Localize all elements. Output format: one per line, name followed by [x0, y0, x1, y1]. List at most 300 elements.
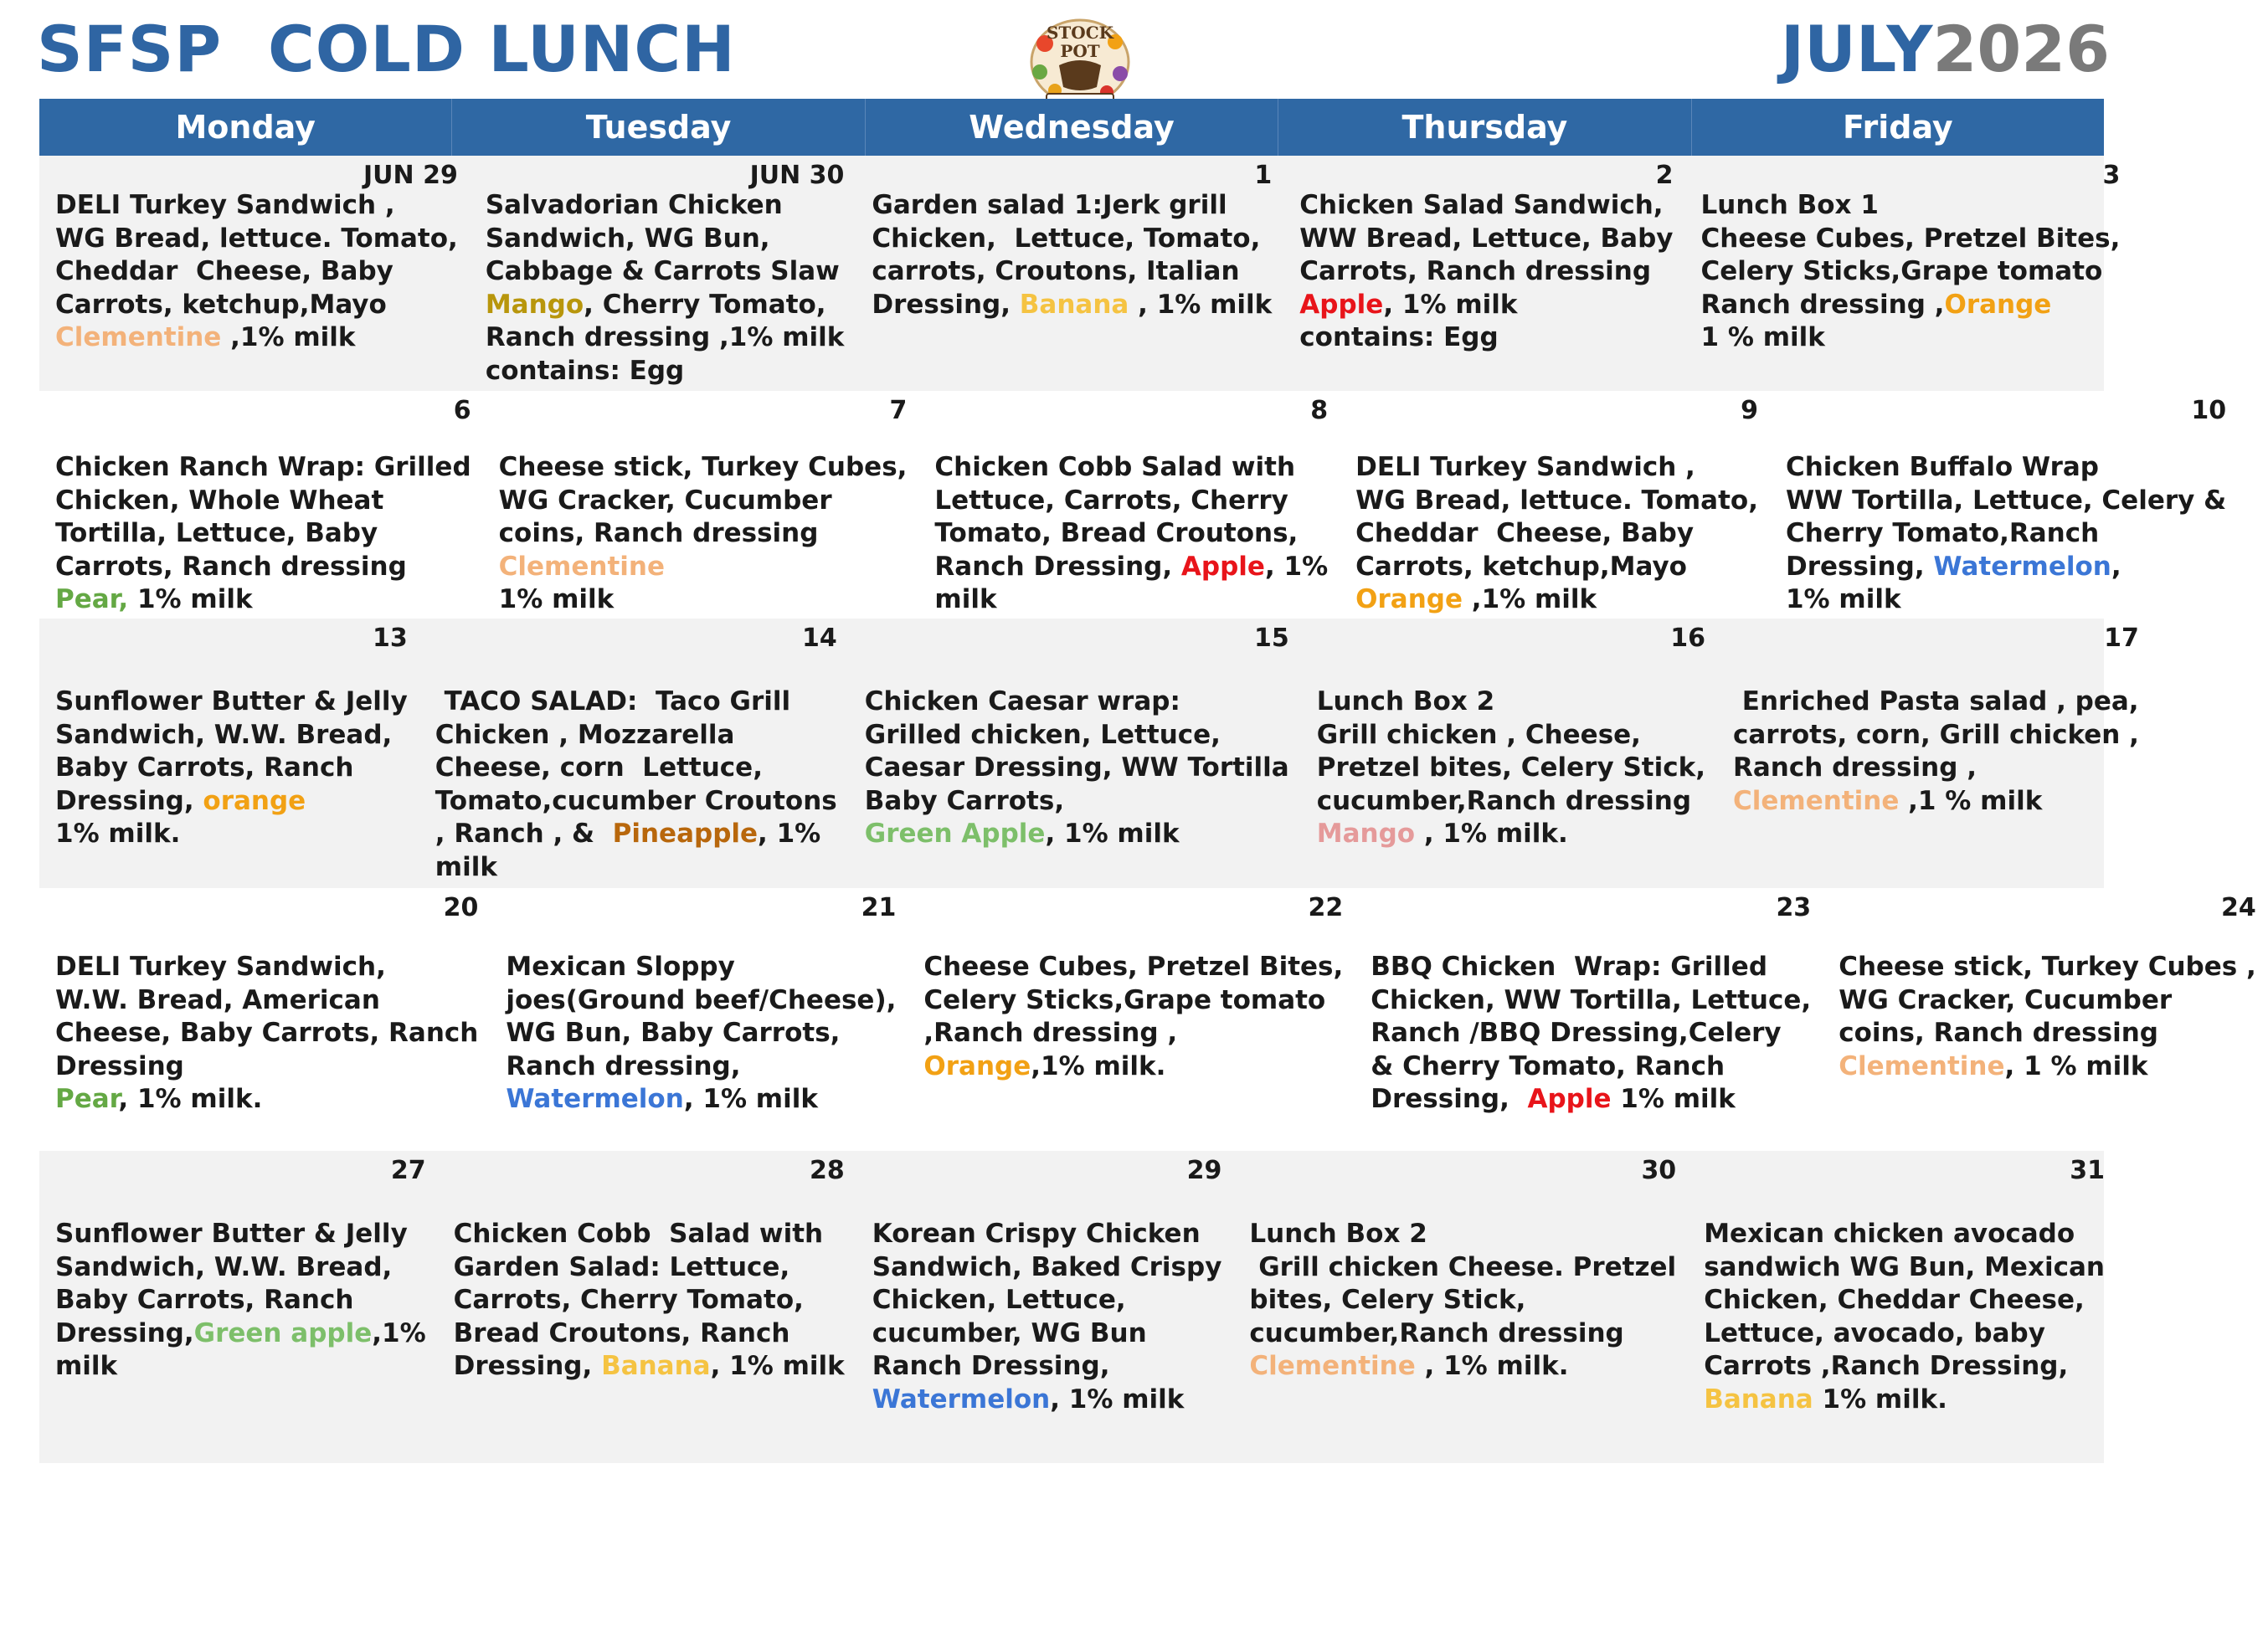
menu-line: [55, 289, 458, 322]
menu-line: [1317, 752, 1705, 785]
menu-text: Lunch Box 1: [1700, 190, 1879, 220]
fruit-item: Pear: [55, 1084, 119, 1114]
menu-line: [55, 818, 408, 851]
menu-line: [454, 1284, 845, 1317]
menu-text: ,1% milk: [1463, 584, 1597, 614]
menu-line: [454, 1218, 845, 1251]
day-date: 30: [1641, 1156, 1677, 1185]
menu-line: [55, 1083, 478, 1117]
menu-line: [55, 485, 471, 518]
menu-line: [1786, 517, 2226, 551]
fruit-item: Banana: [1704, 1384, 1813, 1415]
menu-line: [1704, 1384, 2105, 1417]
day-cell: [39, 156, 470, 391]
menu-line: [486, 223, 845, 256]
day-menu: [1701, 156, 2121, 355]
menu-line: [872, 255, 1272, 289]
menu-text: Mexican Sloppy: [506, 952, 735, 982]
day-cell: [1233, 1151, 1688, 1463]
menu-text: Chicken Ranch Wrap: Grilled: [55, 452, 471, 482]
menu-line: [454, 1350, 845, 1384]
menu-line: [486, 255, 845, 289]
day-cell: [470, 156, 856, 391]
day-cell: [1283, 156, 1684, 391]
menu-line: [1733, 785, 2139, 819]
menu-text: , 1 % milk: [2004, 1050, 2148, 1081]
day-cell: [1685, 156, 2132, 391]
menu-line: [506, 1083, 896, 1117]
menu-text: Ranch dressing ,: [1733, 752, 1977, 783]
menu-line: [486, 321, 845, 355]
menu-text: Cheese stick, Turkey Cubes,: [498, 452, 908, 482]
menu-text: Baby Carrots, Ranch: [55, 1285, 354, 1315]
menu-line: [1786, 485, 2226, 518]
menu-line: [499, 485, 908, 518]
menu-text: Celery Sticks,Grape tomato: [1700, 256, 2103, 286]
menu-text: Cheese Cubes, Pretzel Bites,: [1700, 223, 2121, 254]
menu-text: Ranch dressing ,: [1700, 289, 1945, 320]
menu-line: [55, 189, 458, 223]
menu-text: Dressing,: [872, 289, 1020, 320]
menu-text: Cheddar Cheese, Baby: [1355, 518, 1695, 548]
day-date: 22: [1308, 893, 1344, 922]
menu-line: [1786, 583, 2226, 617]
menu-text: Baby Carrots, Ranch: [55, 752, 354, 783]
day-date: 27: [390, 1156, 426, 1185]
fruit-item: Green apple: [193, 1317, 373, 1348]
day-date: JUN 30: [749, 161, 845, 190]
menu-line: [454, 1251, 845, 1285]
day-date: 9: [1741, 396, 1758, 425]
menu-text: Sunflower Butter & Jelly: [55, 686, 408, 716]
day-menu: [486, 156, 845, 388]
menu-line: [872, 1284, 1222, 1317]
menu-line: [454, 1317, 845, 1351]
day-cell: [1823, 888, 2268, 1151]
calendar-week: [39, 1151, 2104, 1463]
menu-line: [55, 785, 408, 819]
day-menu: [55, 888, 478, 1117]
calendar-week: [39, 391, 2227, 619]
menu-line: [55, 223, 458, 256]
menu-text: 1% milk: [1611, 1084, 1736, 1114]
menu-text: coins, Ranch dressing: [1839, 1018, 2158, 1048]
menu-text: Cabbage & Carrots Slaw: [485, 256, 840, 286]
day-date: 6: [453, 396, 471, 425]
menu-line: [55, 255, 458, 289]
day-date: 29: [1186, 1156, 1222, 1185]
day-cell: [1717, 619, 2151, 888]
day-menu: [55, 619, 408, 851]
menu-text: Chicken Buffalo Wrap: [1785, 452, 2099, 482]
menu-line: [934, 485, 1328, 518]
menu-line: [1704, 1350, 2105, 1384]
day-menu: [1371, 888, 1811, 1117]
menu-line: [1249, 1350, 1676, 1384]
menu-line: [1839, 1017, 2256, 1050]
menu-text: Ranch /BBQ Dressing,Celery: [1371, 1018, 1782, 1048]
menu-line: [872, 1218, 1222, 1251]
menu-text: Sandwich, W.W. Bread,: [55, 719, 393, 750]
menu-line: [872, 1317, 1222, 1351]
menu-text: Caesar Dressing, WW Tortilla: [864, 752, 1289, 783]
menu-text: cucumber, WG Bun: [872, 1317, 1147, 1348]
weekday-thursday: Thursday: [1278, 99, 1691, 156]
menu-line: [55, 517, 471, 551]
day-menu: [872, 1151, 1222, 1416]
menu-line: [55, 685, 408, 719]
menu-text: , 1% milk.: [1415, 1351, 1569, 1381]
menu-text: Salvadorian Chicken: [485, 190, 783, 220]
fruit-item: orange: [203, 785, 306, 816]
menu-line: [55, 1050, 478, 1084]
day-cell: [490, 888, 908, 1151]
menu-line: [1704, 1218, 2105, 1251]
day-menu: [1249, 1151, 1676, 1384]
menu-text: Chicken, Lettuce, Tomato,: [872, 223, 1261, 254]
menu-text: , 1% milk: [1383, 289, 1518, 320]
menu-line: [1317, 785, 1705, 819]
menu-line: [1249, 1251, 1676, 1285]
day-cell: [419, 619, 849, 888]
menu-line: [934, 451, 1328, 485]
menu-line: [55, 451, 471, 485]
svg-text:POT: POT: [1060, 41, 1100, 61]
menu-line: [55, 321, 458, 355]
day-menu: [1733, 619, 2139, 818]
menu-line: [55, 719, 408, 752]
menu-text: WG Bread, lettuce. Tomato,: [1355, 485, 1758, 516]
menu-line: [865, 818, 1289, 851]
menu-text: contains: Egg: [1299, 322, 1499, 352]
fruit-item: Watermelon: [1933, 551, 2111, 582]
menu-line: [499, 517, 908, 551]
menu-text: , 1% milk.: [118, 1084, 263, 1114]
menu-text: ,: [2111, 551, 2121, 582]
menu-line: [1355, 485, 1758, 518]
menu-line: [506, 1017, 896, 1050]
menu-text: BBQ Chicken Wrap: Grilled: [1371, 952, 1768, 982]
menu-text: Grill chicken , Cheese,: [1316, 719, 1641, 750]
menu-text: Dressing,: [1371, 1084, 1528, 1114]
menu-line: [435, 818, 837, 851]
menu-line: [499, 583, 908, 617]
menu-line: [1299, 223, 1673, 256]
menu-text: , 1% milk: [683, 1084, 818, 1114]
menu-line: [1317, 685, 1705, 719]
menu-line: [55, 1284, 426, 1317]
menu-text: Sandwich, WG Bun,: [485, 223, 770, 254]
month-year-title: [1781, 12, 2110, 86]
day-date: 8: [1310, 396, 1329, 425]
menu-line: [923, 1050, 1343, 1084]
menu-line: [1355, 517, 1758, 551]
menu-line: [486, 355, 845, 388]
menu-text: Carrots ,Ranch Dressing,: [1704, 1351, 2069, 1381]
menu-text: Cheese Cubes, Pretzel Bites,: [923, 952, 1344, 982]
menu-text: milk: [435, 851, 497, 882]
day-menu: [454, 1151, 845, 1384]
day-cell: [908, 888, 1355, 1151]
menu-text: Tomato,cucumber Croutons: [435, 785, 837, 816]
day-cell: [1355, 888, 1823, 1151]
svg-text:STOCK: STOCK: [1046, 23, 1114, 43]
menu-text: Enriched Pasta salad , pea,: [1733, 686, 2139, 716]
day-date: 1: [1254, 161, 1273, 190]
menu-line: [1704, 1317, 2105, 1351]
day-cell: [39, 619, 419, 888]
day-date: 13: [373, 624, 408, 653]
menu-text: contains: Egg: [485, 355, 685, 386]
menu-text: Sunflower Butter & Jelly: [55, 1219, 408, 1249]
menu-text: , 1%: [1264, 551, 1329, 582]
fruit-item: Clementine: [1839, 1050, 2005, 1081]
menu-text: Carrots, ketchup,Mayo: [55, 289, 387, 320]
menu-text: , 1% milk: [1050, 1384, 1185, 1415]
menu-text: , 1% milk.: [1415, 819, 1568, 849]
menu-line: [865, 685, 1289, 719]
menu-line: [1371, 1050, 1811, 1084]
menu-text: Mexican chicken avocado: [1704, 1219, 2075, 1249]
menu-text: Dressing,: [55, 785, 203, 816]
month-label: JULY: [1780, 12, 1933, 86]
day-cell: [849, 619, 1301, 888]
day-menu: [923, 888, 1343, 1083]
day-date: 24: [2221, 893, 2256, 922]
fruit-item: Clementine: [55, 322, 222, 352]
menu-text: Chicken, Whole Wheat: [55, 485, 384, 516]
menu-text: sandwich WG Bun, Mexican: [1704, 1251, 2105, 1282]
day-date: 17: [2104, 624, 2139, 653]
menu-line: [872, 289, 1272, 322]
menu-line: [872, 1384, 1222, 1417]
menu-line: [1249, 1218, 1676, 1251]
menu-text: Tomato, Bread Croutons,: [934, 518, 1299, 548]
fruit-item: Orange: [923, 1050, 1031, 1081]
day-date: 31: [2070, 1156, 2105, 1185]
menu-line: [1839, 951, 2256, 984]
fruit-item: Orange: [1944, 289, 2052, 320]
menu-text: Chicken Caesar wrap:: [864, 686, 1180, 716]
menu-text: Lettuce, avocado, baby: [1704, 1317, 2045, 1348]
menu-text: , 1% milk: [1045, 819, 1180, 849]
menu-line: [55, 1017, 478, 1050]
menu-text: 1% milk: [128, 584, 253, 614]
menu-line: [435, 719, 837, 752]
menu-text: Chicken , Mozzarella: [435, 719, 735, 750]
menu-line: [499, 451, 908, 485]
menu-text: Chicken Salad Sandwich,: [1299, 190, 1664, 220]
menu-text: ,1 % milk: [1899, 785, 2043, 816]
menu-text: , 1% milk: [710, 1351, 845, 1381]
menu-line: [1701, 223, 2121, 256]
menu-text: Bread Croutons, Ranch: [453, 1317, 790, 1348]
menu-text: Sandwich, W.W. Bread,: [55, 1251, 393, 1282]
day-date: 7: [889, 396, 908, 425]
day-date: JUN 29: [363, 161, 458, 190]
menu-text: Garden salad 1:Jerk grill: [872, 190, 1227, 220]
fruit-item: Pear,: [55, 584, 129, 614]
menu-line: [923, 951, 1343, 984]
menu-text: ,1% milk.: [1031, 1050, 1166, 1081]
menu-line: [435, 785, 837, 819]
menu-text: cucumber,Ranch dressing: [1316, 785, 1692, 816]
menu-line: [865, 719, 1289, 752]
menu-line: [934, 551, 1328, 584]
menu-line: [1355, 551, 1758, 584]
day-menu: [499, 391, 908, 617]
menu-text: 1% milk: [498, 584, 615, 614]
menu-text: , 1% milk: [1129, 289, 1273, 320]
menu-line: [55, 583, 471, 617]
menu-line: [1786, 451, 2226, 485]
menu-line: [1371, 1017, 1811, 1050]
menu-line: [1371, 951, 1811, 984]
fruit-item: Watermelon: [872, 1384, 1051, 1415]
menu-text: WG Cracker, Cucumber: [1839, 984, 2173, 1015]
menu-text: Cheddar Cheese, Baby: [55, 256, 393, 286]
day-menu: [934, 391, 1328, 617]
day-cell: [918, 391, 1340, 619]
day-menu: [872, 156, 1272, 321]
menu-line: [1299, 189, 1673, 223]
menu-text: Ranch Dressing,: [934, 551, 1181, 582]
menu-text: bites, Celery Stick,: [1249, 1285, 1526, 1315]
menu-line: [1701, 289, 2121, 322]
calendar-week: [39, 156, 2121, 391]
menu-line: [435, 752, 837, 785]
weekday-friday: Friday: [1842, 109, 1953, 146]
menu-line: [486, 189, 845, 223]
menu-text: Ranch dressing,: [506, 1050, 741, 1081]
menu-text: ,1% milk: [221, 322, 356, 352]
day-cell: [39, 1151, 438, 1463]
menu-text: Dressing,: [1785, 551, 1934, 582]
menu-text: ,1%: [372, 1317, 426, 1348]
menu-line: [1317, 818, 1705, 851]
day-menu: [1355, 391, 1758, 617]
weekday-monday: Monday: [39, 99, 452, 156]
menu-text: Chicken, Lettuce,: [872, 1285, 1126, 1315]
menu-text: Chicken Cobb Salad with: [453, 1219, 824, 1249]
day-cell: [1770, 391, 2238, 619]
menu-line: [1839, 984, 2256, 1018]
menu-text: 1% milk: [1785, 584, 1901, 614]
menu-line: [934, 517, 1328, 551]
menu-line: [1249, 1284, 1676, 1317]
menu-line: [55, 551, 471, 584]
menu-line: [1371, 1083, 1811, 1117]
calendar-week: [39, 619, 2139, 888]
menu-text: Lunch Box 2: [1316, 686, 1495, 716]
menu-line: [1249, 1317, 1676, 1351]
fruit-item: Green Apple: [864, 819, 1046, 849]
fruit-item: Clementine: [498, 551, 665, 582]
menu-line: [923, 1017, 1343, 1050]
menu-text: Carrots, Cherry Tomato,: [453, 1285, 804, 1315]
menu-line: [872, 189, 1272, 223]
menu-text: Dressing,: [453, 1351, 602, 1381]
menu-text: Pretzel bites, Celery Stick,: [1316, 752, 1706, 783]
menu-text: Dressing,: [55, 1317, 194, 1348]
day-cell: [483, 391, 919, 619]
menu-text: ,Ranch dressing ,: [923, 1018, 1178, 1048]
menu-line: [435, 851, 837, 885]
menu-text: Grill chicken Cheese. Pretzel: [1249, 1251, 1677, 1282]
menu-line: [1299, 289, 1673, 322]
menu-text: coins, Ranch dressing: [498, 518, 819, 548]
menu-line: [872, 223, 1272, 256]
fruit-item: Watermelon: [506, 1084, 684, 1114]
day-menu: [55, 1151, 426, 1384]
menu-text: Carrots, Ranch dressing: [1299, 256, 1652, 286]
day-cell: [856, 156, 1283, 391]
menu-text: Celery Sticks,Grape tomato: [923, 984, 1326, 1015]
day-cell: [438, 1151, 856, 1463]
day-date: 28: [810, 1156, 845, 1185]
menu-line: [1355, 583, 1758, 617]
fruit-item: Apple: [1299, 289, 1384, 320]
menu-line: [1733, 685, 2139, 719]
menu-text: WW Bread, Lettuce, Baby: [1299, 223, 1674, 254]
day-cell: [39, 391, 483, 619]
menu-text: Sandwich, Baked Crispy: [872, 1251, 1222, 1282]
fruit-item: Apple: [1180, 551, 1265, 582]
menu-line: [506, 984, 896, 1018]
day-date: 10: [2191, 396, 2227, 425]
menu-text: WG Bun, Baby Carrots,: [506, 1018, 841, 1048]
weekday-tuesday: Tuesday: [452, 99, 865, 156]
menu-line: [55, 984, 478, 1018]
menu-text: milk: [934, 584, 997, 614]
menu-line: [55, 1251, 426, 1285]
menu-text: carrots, corn, Grill chicken ,: [1733, 719, 2139, 750]
menu-text: 1% milk.: [1813, 1384, 1947, 1415]
weekday-wednesday: Wednesday: [866, 99, 1278, 156]
day-date: 14: [802, 624, 837, 653]
menu-text: Cheese, Baby Carrots, Ranch: [55, 1018, 479, 1048]
menu-line: [1355, 451, 1758, 485]
day-menu: [506, 888, 896, 1117]
menu-line: [506, 1050, 896, 1084]
menu-text: WW Tortilla, Lettuce, Celery &: [1785, 485, 2227, 516]
fruit-item: Clementine: [1733, 785, 1900, 816]
menu-text: WG Bread, lettuce. Tomato,: [55, 223, 458, 254]
menu-line: [435, 685, 837, 719]
menu-text: Cherry Tomato,Ranch: [1785, 518, 2100, 548]
menu-line: [1733, 719, 2139, 752]
menu-text: 1 % milk: [1700, 322, 1825, 352]
fruit-item: Banana: [601, 1351, 711, 1381]
menu-line: [1317, 719, 1705, 752]
fruit-item: Mango: [485, 289, 584, 320]
menu-text: Carrots, Ranch dressing: [55, 551, 407, 582]
menu-text: Chicken, WW Tortilla, Lettuce,: [1371, 984, 1812, 1015]
day-cell: [1688, 1151, 2116, 1463]
day-menu: [1704, 1151, 2105, 1416]
menu-text: Baby Carrots,: [864, 785, 1065, 816]
menu-line: [1299, 321, 1673, 355]
menu-text: joes(Ground beef/Cheese),: [506, 984, 897, 1015]
menu-line: [1786, 551, 2226, 584]
menu-text: Ranch Dressing,: [872, 1351, 1110, 1381]
menu-line: [55, 752, 408, 785]
menu-line: [1733, 752, 2139, 785]
menu-line: [486, 289, 845, 322]
day-cell: [1340, 391, 1770, 619]
menu-line: [55, 1350, 426, 1384]
day-menu: [1786, 391, 2226, 617]
